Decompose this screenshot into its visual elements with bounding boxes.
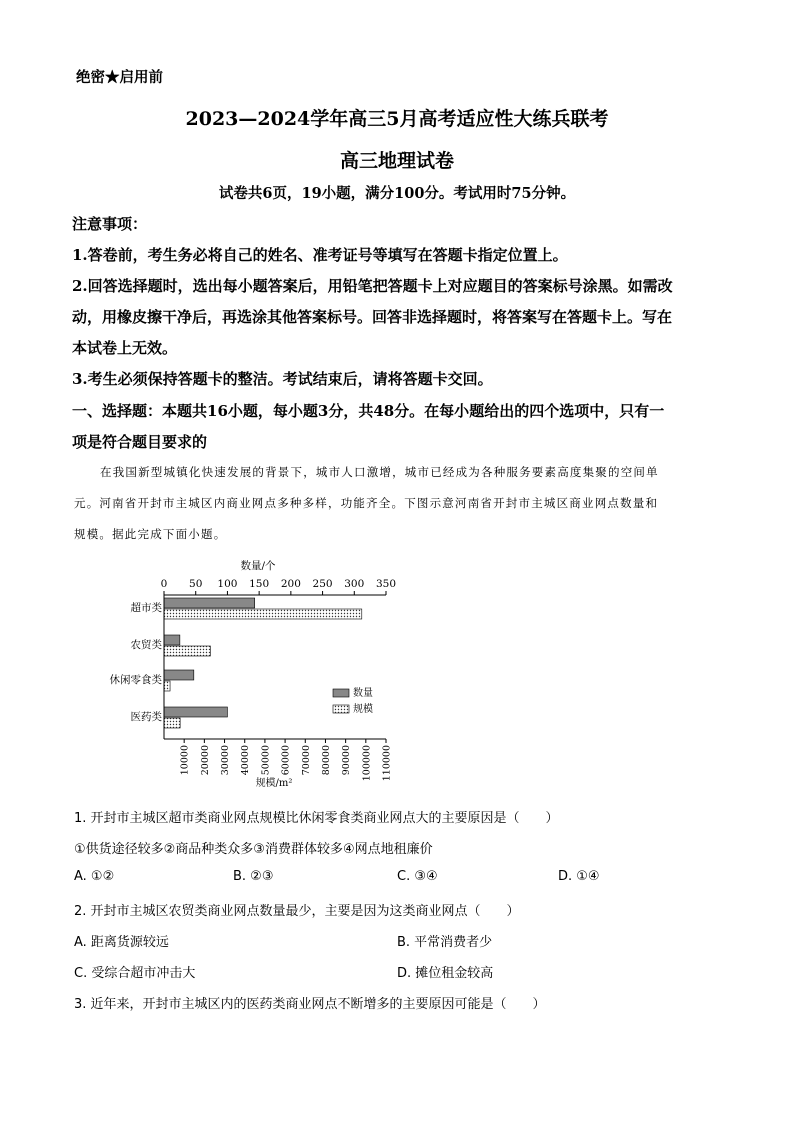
bottom-axis-tick-label: 10000	[179, 745, 191, 776]
bottom-axis-tick-label: 20000	[199, 745, 211, 776]
legend-swatch-count	[333, 689, 349, 697]
top-axis-tick-label: 250	[312, 578, 333, 590]
top-axis-tick-label: 50	[189, 578, 203, 590]
note-item-2-line-3: 本试卷上无效。	[72, 339, 178, 357]
note-item-2-line-2: 动，用橡皮擦干净后，再选涂其他答案标号。回答非选择题时，将答案写在答题卡上。写在	[72, 308, 673, 326]
bottom-axis-tick-label: 80000	[320, 745, 332, 776]
exam-title: 2023—2024学年高三5月高考适应性大练兵联考	[185, 108, 609, 130]
question-3: 3. 近年来，开封市主城区内的医药类商业网点不断增多的主要原因可能是（ ）	[74, 997, 546, 1012]
exam-subtitle: 高三地理试卷	[339, 150, 454, 172]
legend-label-count: 数量	[353, 688, 373, 699]
top-axis-tick-label: 100	[217, 578, 238, 590]
bar-count	[164, 707, 227, 717]
question-2: 2. 开封市主城区农贸类商业网点数量最少，主要是因为这类商业网点（ ）	[74, 904, 520, 919]
bottom-axis-tick-label: 100000	[361, 745, 373, 782]
bottom-axis-label: 规模/m²	[255, 778, 293, 789]
q2-option-d[interactable]: D. 摊位租金较高	[397, 966, 494, 981]
passage-line-3: 规模。据此完成下面小题。	[74, 527, 227, 541]
exam-info: 试卷共6页，19小题，满分100分。考试用时75分钟。	[218, 185, 576, 202]
category-label: 医药类	[130, 711, 162, 723]
bar-count	[164, 670, 194, 680]
bar-scale	[164, 609, 362, 619]
bottom-axis-tick-label: 30000	[220, 745, 232, 776]
secret-label: 绝密★启用前	[76, 69, 163, 86]
top-axis-tick-label: 0	[160, 578, 168, 590]
q1-option-c[interactable]: C. ③④	[397, 869, 438, 884]
bottom-axis-tick-label: 110000	[381, 745, 393, 782]
note-item-1: 1.答卷前，考生务必将自己的姓名、准考证号等填写在答题卡指定位置上。	[72, 246, 568, 264]
section-heading-line-1: 一、选择题：本题共16小题，每小题3分，共48分。在每小题给出的四个选项中，只有一	[72, 402, 665, 420]
question-1-statements: ①供货途径较多②商品种类众多③消费群体较多④网点地租廉价	[74, 842, 433, 857]
bar-count	[164, 635, 180, 645]
bar-scale	[164, 646, 210, 656]
question-1: 1. 开封市主城区超市类商业网点规模比休闲零食类商业网点大的主要原因是（ ）	[74, 811, 559, 826]
q1-option-b[interactable]: B. ②③	[233, 869, 274, 884]
category-label: 超市类	[130, 602, 162, 614]
top-axis-tick-label: 350	[375, 578, 397, 590]
category-label: 农贸类	[130, 639, 162, 651]
q2-option-a[interactable]: A. 距离货源较远	[74, 935, 169, 950]
top-axis-tick-label: 200	[280, 578, 301, 590]
q1-option-d[interactable]: D. ①④	[558, 869, 600, 884]
bar-scale	[164, 718, 180, 728]
bar-count	[164, 598, 255, 608]
bottom-axis-tick-label: 90000	[341, 745, 353, 776]
q2-option-b[interactable]: B. 平常消费者少	[397, 935, 493, 950]
category-label: 休闲零食类	[109, 674, 162, 686]
top-axis-tick-label: 300	[344, 578, 365, 590]
bottom-axis-tick-label: 50000	[260, 745, 272, 776]
bottom-axis-tick-label: 40000	[240, 745, 252, 776]
bottom-axis-tick-label: 70000	[300, 745, 312, 776]
top-axis-tick-label: 150	[249, 578, 270, 590]
legend	[333, 686, 373, 715]
note-item-3: 3.考生必须保持答题卡的整洁。考试结束后，请将答题卡交回。	[72, 370, 493, 388]
section-heading-line-2: 项是符合题目要求的	[72, 433, 208, 451]
note-item-2-line-1: 2.回答选择题时，选出每小题答案后，用铅笔把答题卡上对应题目的答案标号涂黑。如需改	[72, 277, 673, 295]
bar-scale	[164, 681, 170, 691]
legend-swatch-scale	[333, 705, 349, 713]
bottom-axis-tick-label: 60000	[280, 745, 292, 776]
notes-heading: 注意事项：	[72, 215, 148, 233]
passage-line-1: 在我国新型城镇化快速发展的背景下，城市人口激增，城市已经成为各种服务要素高度集聚的空间单	[100, 465, 659, 479]
legend-label-scale: 规模	[353, 704, 373, 715]
q2-option-c[interactable]: C. 受综合超市冲击大	[74, 966, 196, 981]
passage-line-2: 元。河南省开封市主城区内商业网点多种多样，功能齐全。下图示意河南省开封市主城区商业网点数量和	[74, 496, 659, 510]
top-axis-label: 数量/个	[240, 560, 276, 572]
q1-option-a[interactable]: A. ①②	[74, 869, 115, 884]
business-outlet-chart	[100, 555, 420, 795]
